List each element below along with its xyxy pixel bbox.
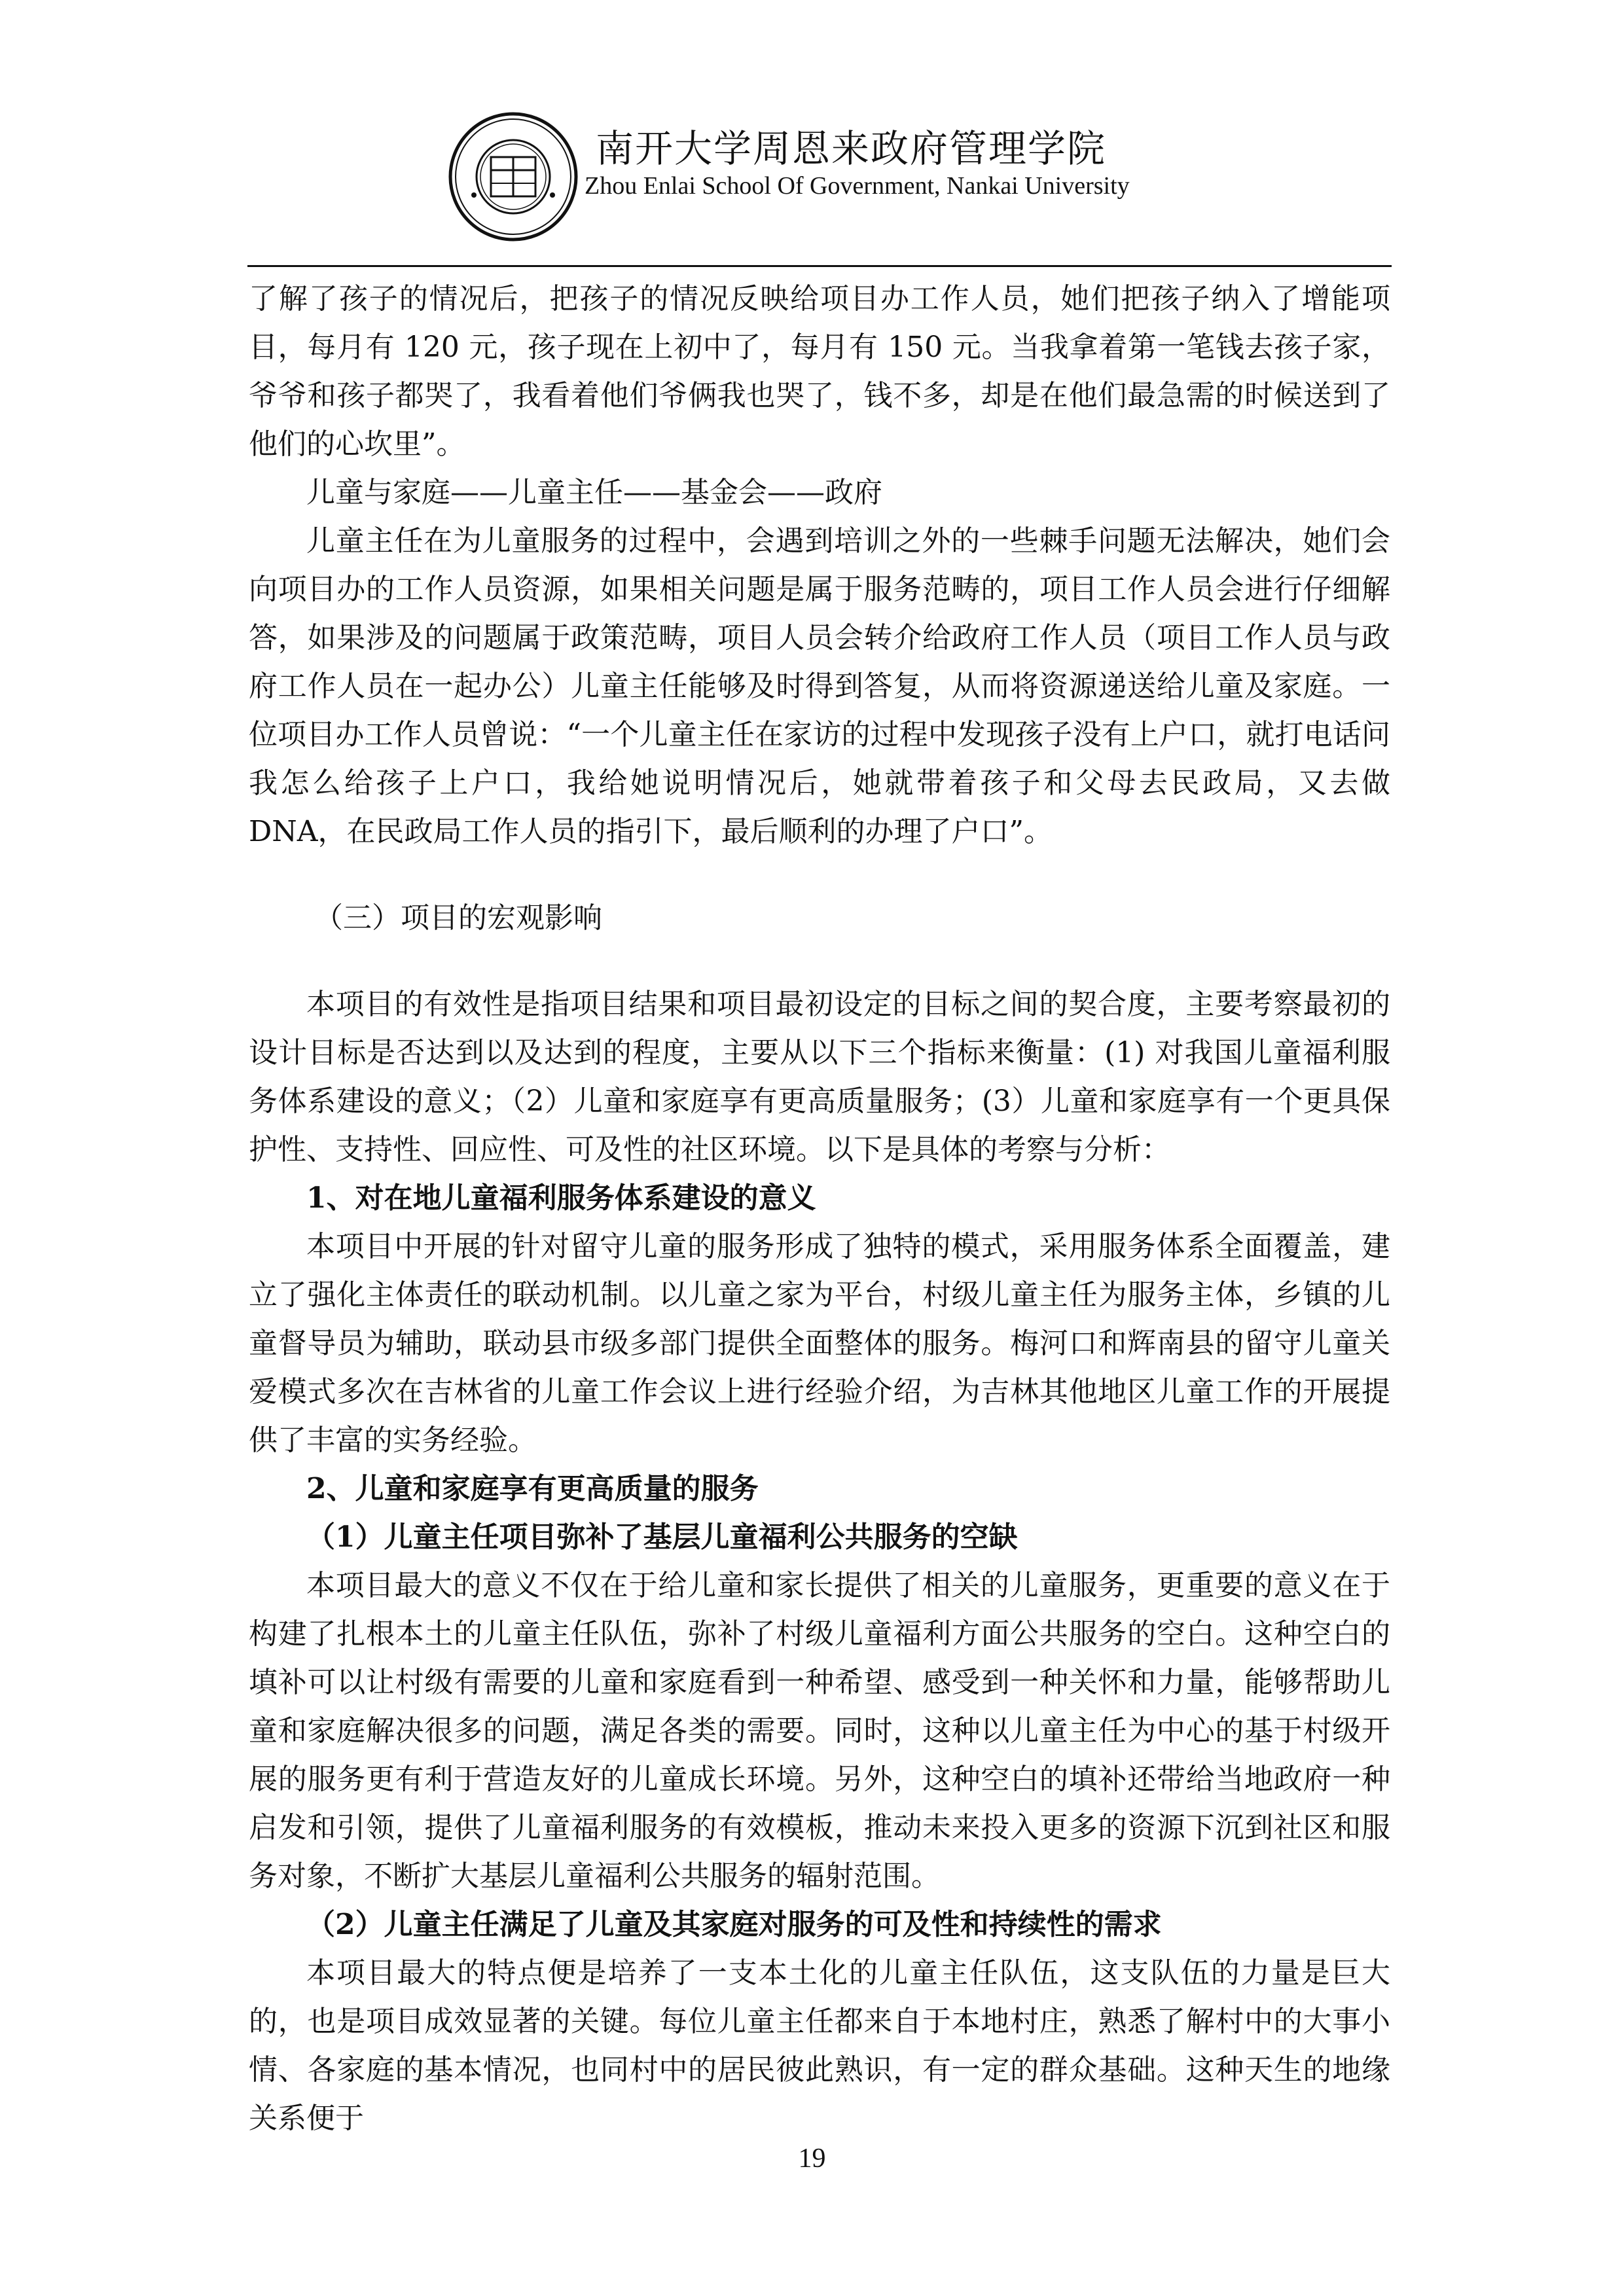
paragraph-significance: 本项目最大的意义不仅在于给儿童和家长提供了相关的儿童服务，更重要的意义在于构建了扎根本土的儿童主任队伍，弥补了村级儿童福利方面公共服务的空白。这种空白的填补可以让村级有需要的儿童和家庭看到一种希望、感受到一种关怀和力量，能够帮助儿童和家庭解决很多的问题，满足各类的需要。同时，这种以儿童主任为中心的基于村级开展的服务更有利于营造友好的儿童成长环境。另外，这种空白的填补还带给当地政府一种启发和引领，提供了儿童福利服务的有效模板，推动未来投入更多的资源下沉到社区和服务对象，不断扩大基层儿童福利公共服务的辐射范围。 [249,1569,1390,1893]
subheading-filled-gap: （1）儿童主任项目弥补了基层儿童福利公共服务的空缺 [306,1520,1018,1554]
header-divider [247,265,1392,267]
section-heading-macro-impact: （三）项目的宏观影响 [314,901,602,935]
paragraph-service-chain: 儿童与家庭——儿童主任——基金会——政府 [306,476,882,509]
school-name-english: Zhou Enlai School Of Government, Nankai University [585,172,1130,200]
subheading-higher-quality-service: 2、儿童和家庭享有更高质量的服务 [306,1472,759,1505]
school-name-chinese: 南开大学周恩来政府管理学院 [596,126,1107,171]
subheading-accessibility: （2）儿童主任满足了儿童及其家庭对服务的可及性和持续性的需求 [306,1908,1162,1941]
nankai-university-seal-icon [448,111,579,242]
paragraph-service-model: 本项目中开展的针对留守儿童的服务形成了独特的模式，采用服务体系全面覆盖，建立了强化主体责任的联动机制。以儿童之家为平台，村级儿童主任为服务主体，乡镇的儿童督导员为辅助，联动县市级多部门提供全面整体的服务。梅河口和辉南县的留守儿童关爱模式多次在吉林省的儿童工作会议上进行经验介绍，为吉林其他地区儿童工作的开展提供了丰富的实务经验。 [249,1230,1390,1457]
spacer [249,856,1390,894]
spacer [249,942,1390,980]
page-body [249,275,1390,2143]
paragraph-local-team: 本项目最大的特点便是培养了一支本土化的儿童主任队伍，这支队伍的力量是巨大的，也是项目成效显著的关键。每位儿童主任都来自于本地村庄，熟悉了解村中的大事小情、各家庭的基本情况，也同村中的居民彼此熟识，有一定的群众基础。这种天生的地缘关系便于 [249,1956,1390,2135]
paragraph-effectiveness: 本项目的有效性是指项目结果和项目最初设定的目标之间的契合度，主要考察最初的设计目标是否达到以及达到的程度，主要从以下三个指标来衡量：(1) 对我国儿童福利服务体系建设的意义；（2）儿童和家庭享有更高质量服务；(3）儿童和家庭享有一个更具保护性、支持性、回应性、可及性的社区环境。以下是具体的考察与分析： [249,988,1390,1166]
page-header [0,0,1624,268]
page-number: 19 [798,2144,826,2174]
paragraph-continued-quote: 了解了孩子的情况后，把孩子的情况反映给项目办工作人员，她们把孩子纳入了增能项目，每月有 120 元，孩子现在上初中了，每月有 150 元。当我拿着第一笔钱去孩子家，爷爷和孩子都哭了，我看着他们爷俩我也哭了，钱不多，却是在他们最急需的时候送到了他们的心坎里”。 [249,282,1390,461]
paragraph-resource-referral: 儿童主任在为儿童服务的过程中，会遇到培训之外的一些棘手问题无法解决，她们会向项目办的工作人员资源，如果相关问题是属于服务范畴的，项目工作人员会进行仔细解答，如果涉及的问题属于政策范畴，项目人员会转介给政府工作人员（项目工作人员与政府工作人员在一起办公）儿童主任能够及时得到答复，从而将资源递送给儿童及家庭。一位项目办工作人员曾说：“一个儿童主任在家访的过程中发现孩子没有上户口，就打电话问我怎么给孩子上户口，我给她说明情况后，她就带着孩子和父母去民政局，又去做 DNA，在民政局工作人员的指引下，最后顺利的办理了户口”。 [249,524,1390,848]
subheading-welfare-system: 1、对在地儿童福利服务体系建设的意义 [306,1181,816,1215]
